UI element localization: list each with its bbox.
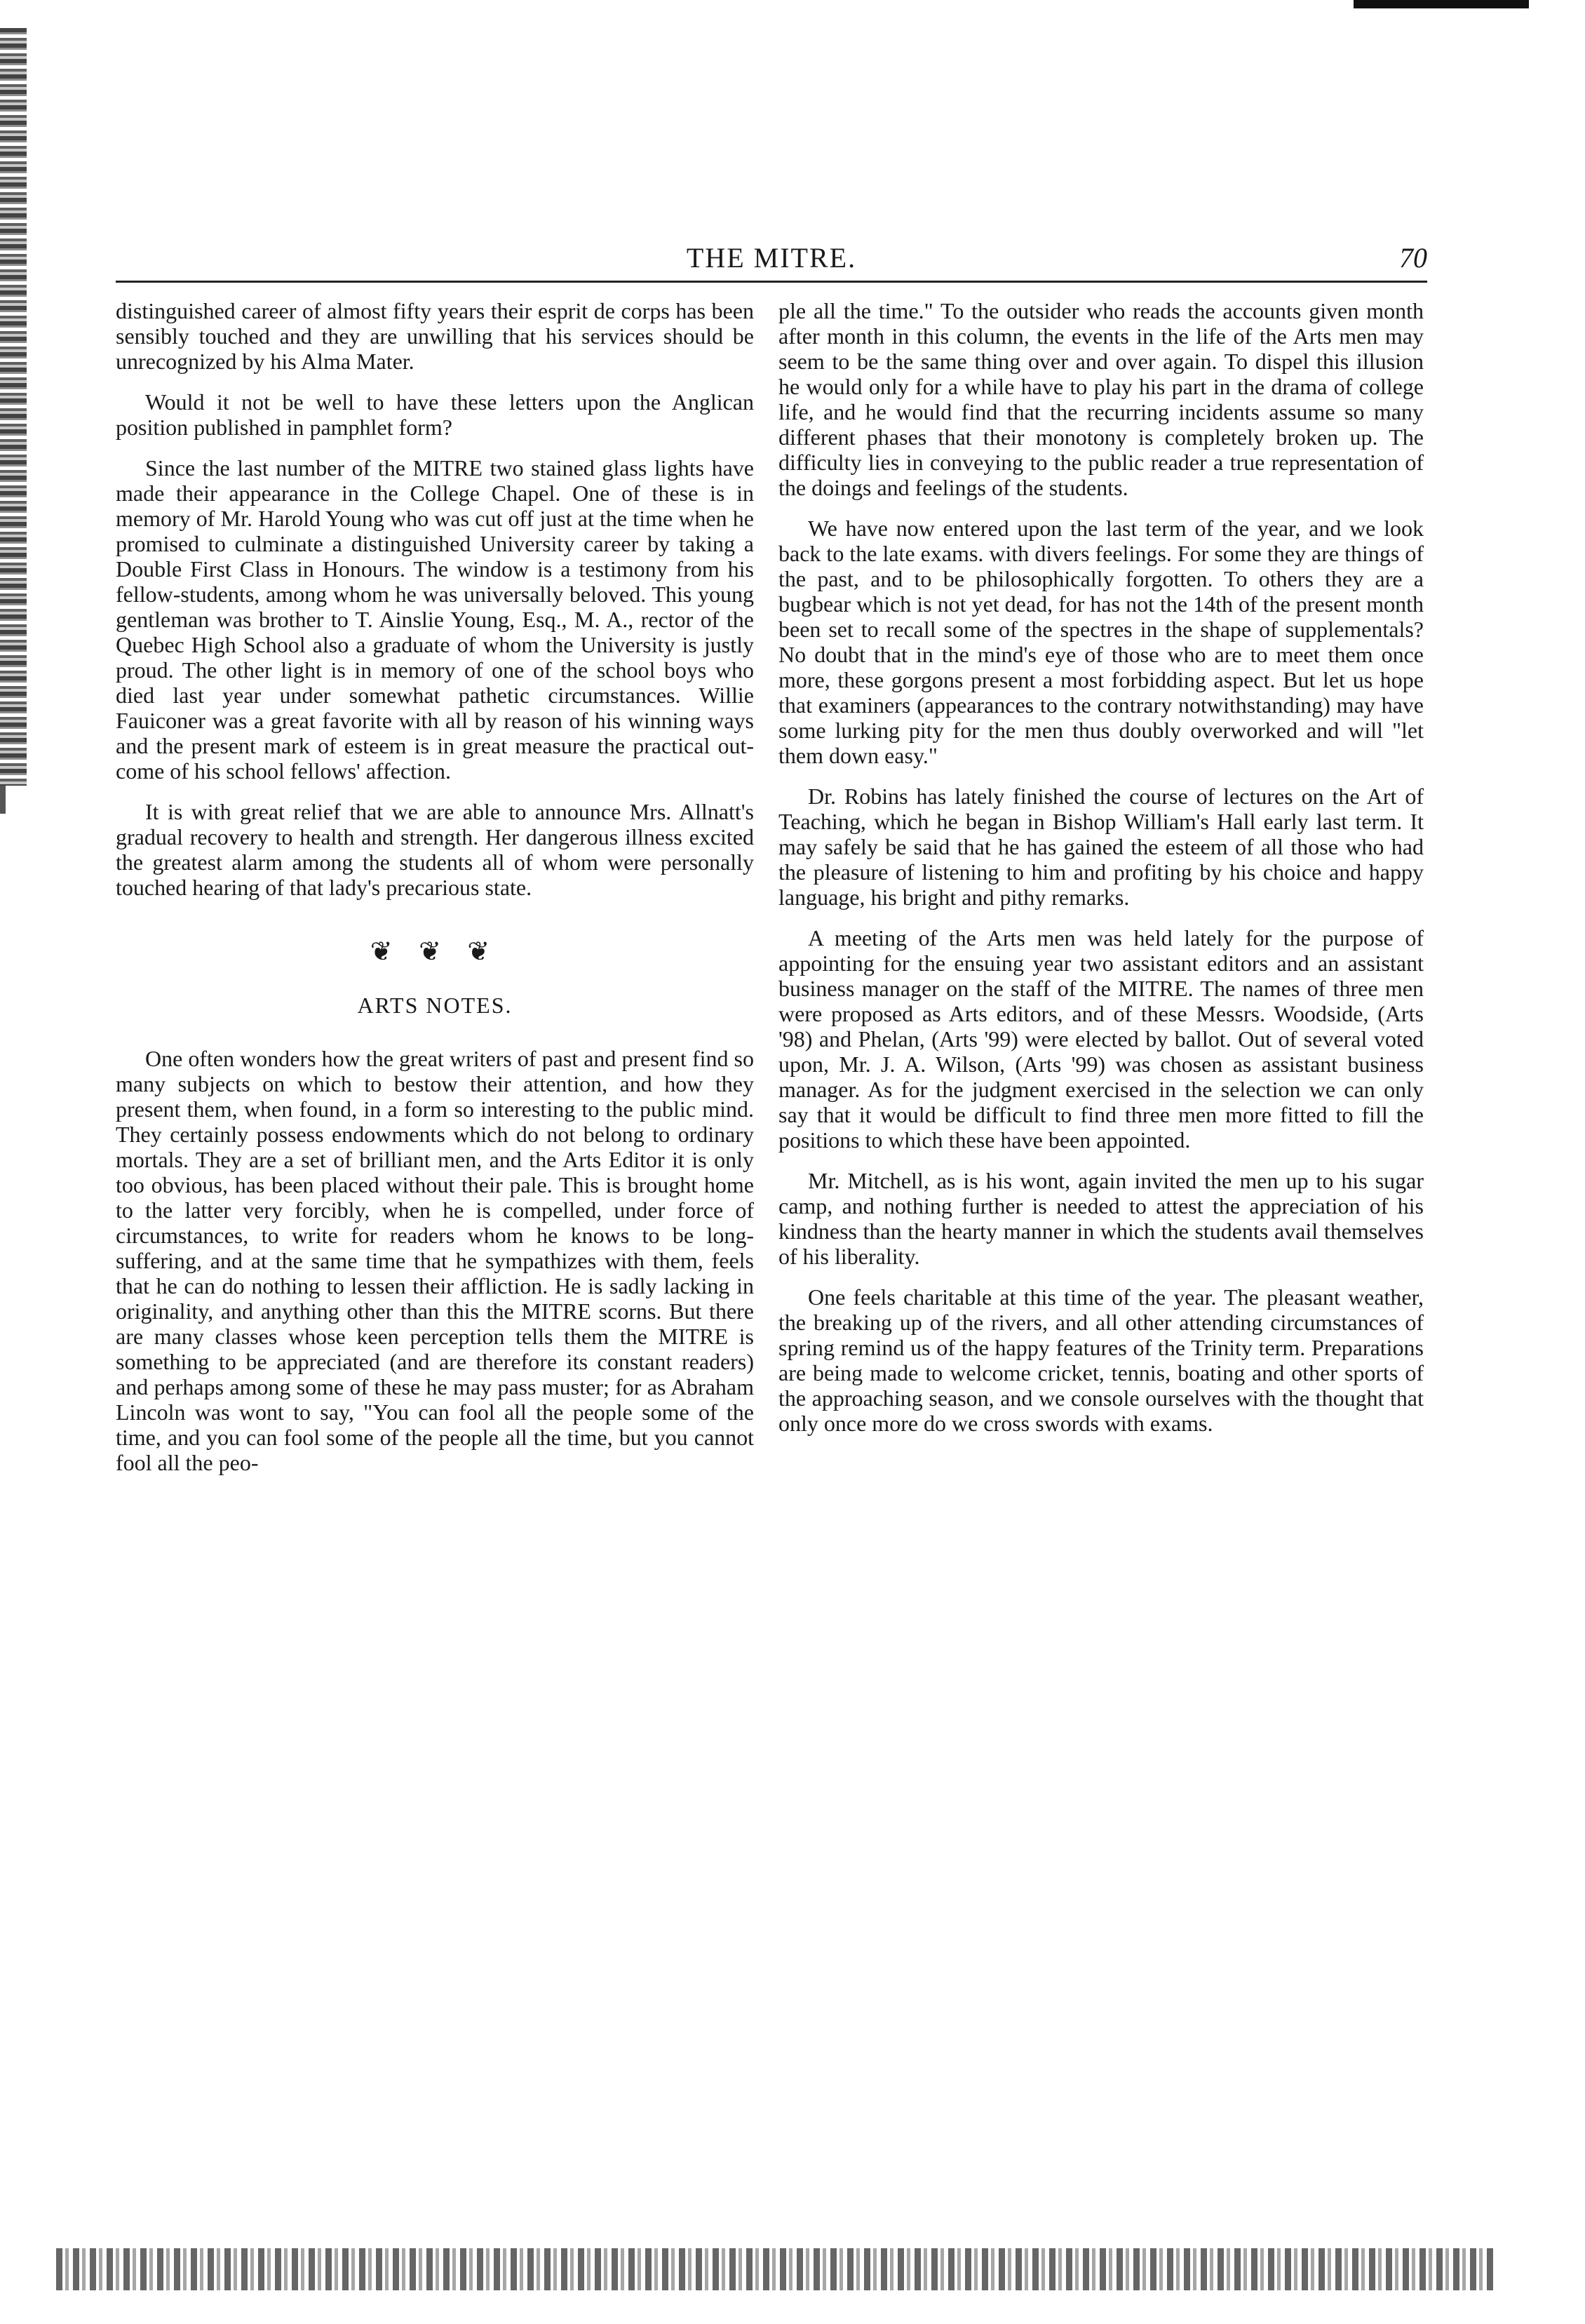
left-column <box>116 298 754 1491</box>
scan-bottom-edge <box>56 2248 1494 2290</box>
paragraph: Dr. Robins has lately finished the course of lectures on the Art of Teaching, which he began in Bishop William's Hall early last term. It may safely be said that he has gained the esteem of all those who had the pleasure of listening to him and profiting by his choice and happy language, his bright and pithy remarks. <box>778 784 1424 910</box>
paragraph: One often wonders how the great writers of past and present find so many subjects on which to bestow their attention, and how they present them, when found, in a form so interesting to the public mind. They certainly possess endowments which do not belong to ordinary mortals. They are a set of brilliant men, and the Arts Editor it is only too obvious, has been placed without their pale. This is brought home to the latter very forcibly, when he is compelled, under force of circumstances, to write for readers whom he knows to be long-suffering, and at the same time that he sympathizes with them, feels that he can do nothing to lessen their affliction. He is sadly lacking in originality, and anything other than this the MITRE scorns. But there are many classes whose keen perception tells them the MITRE is something to be appreciated (and are therefore its constant readers) and perhaps among some of these he may pass muster; for as Abraham Lincoln was wont to say, "You can fool all the people some of the time, and you can fool some of the people all the time, but you cannot fool all the peo- <box>116 1046 754 1475</box>
paragraph: ple all the time." To the outsider who reads the accounts given month after month in this column, the events in the life of the Arts men may seem to be the same thing over and over again. To dispel this illusion he would only for a while have to play his part in the drama of college life, and he would find that the recurring incidents assume so many different phases that their monotony is completely broken up. The difficulty lies in conveying to the public reader a true representation of the doings and feelings of the students. <box>778 298 1424 500</box>
page-number: 70 <box>1399 242 1427 274</box>
paragraph: distinguished career of almost fifty years their esprit de corps has been sensibly touched and they are unwilling that his services should be unrecognized by his Alma Mater. <box>116 298 754 374</box>
paragraph: Since the last number of the MITRE two stained glass lights have made their appearance in the College Chapel. One of these is in memory of Mr. Harold Young who was cut off just at the time when he promised to culminate a distinguished University career by taking a Double First Class in Honours. The window is a testimony from his fellow-students, among whom he was universally beloved. This young gentleman was brother to T. Ainslie Young, Esq., M. A., rector of the Quebec High School also a graduate of whom the University is justly proud. The other light is in memory of one of the school boys who died last year under somewhat pathetic circumstances. Willie Fauiconer was a great favorite with all by reason of his winning ways and the present mark of esteem is in great measure the practical out-come of his school fellows' affection. <box>116 455 754 784</box>
right-column <box>778 298 1424 1451</box>
section-heading: ARTS NOTES. <box>357 993 513 1018</box>
paragraph: We have now entered upon the last term of the year, and we look back to the late exams. with divers feelings. For some they are things of the past, and to be philosophically forgotten. To others they are a bugbear which is not yet dead, for has not the 14th of the present month been set to recall some of the spectres in the shape of supplementals? No doubt that in the mind's eye of those who are to meet them once more, these gorgons present a most forbidding aspect. But let us hope that examiners (appearances to the contrary notwithstanding) may have some lurking pity for the men thus doubly overworked and will "let them down easy." <box>778 516 1424 768</box>
top-edge-rule <box>1354 0 1529 8</box>
scan-binding-mark <box>0 786 6 814</box>
paragraph: A meeting of the Arts men was held lately for the purpose of appointing for the ensuing year two assistant editors and an assistant business manager on the staff of the MITRE. The names of three men were proposed as Arts editors, and of these Messrs. Woodside, (Arts '98) and Phelan, (Arts '99) were elected by ballot. Out of several voted upon, Mr. J. A. Wilson, (Arts '99) was chosen as assistant business manager. As for the judgment exercised in the selection we can only say that it would be difficult to find three men more fitted to fill the positions to which these have been appointed. <box>778 925 1424 1153</box>
paragraph: Would it not be well to have these letters upon the Anglican position published in pamphlet form? <box>116 389 754 440</box>
paragraph: It is with great relief that we are able to announce Mrs. Allnatt's gradual recovery to health and strength. Her dangerous illness excited the greatest alarm among the students all of whom were personally touched hearing of that lady's precarious state. <box>116 799 754 900</box>
paragraph: Mr. Mitchell, as is his wont, again invited the men up to his sugar camp, and nothing further is needed to attest the appreciation of his kindness than the hearty manner in which the students avail themselves of his liberality. <box>778 1168 1424 1269</box>
page-header <box>116 239 1427 283</box>
scan-binding-edge <box>0 28 27 786</box>
section-ornament: ❦ ❦ ❦ <box>370 937 500 967</box>
paragraph: One feels charitable at this time of the year. The pleasant weather, the breaking up of the rivers, and all other attending circumstances of spring remind us of the happy features of the Trinity term. Preparations are being made to welcome cricket, tennis, boating and other sports of the approaching season, and we console ourselves with the thought that only once more do we cross swords with exams. <box>778 1284 1424 1436</box>
running-title: THE MITRE. <box>686 242 857 274</box>
